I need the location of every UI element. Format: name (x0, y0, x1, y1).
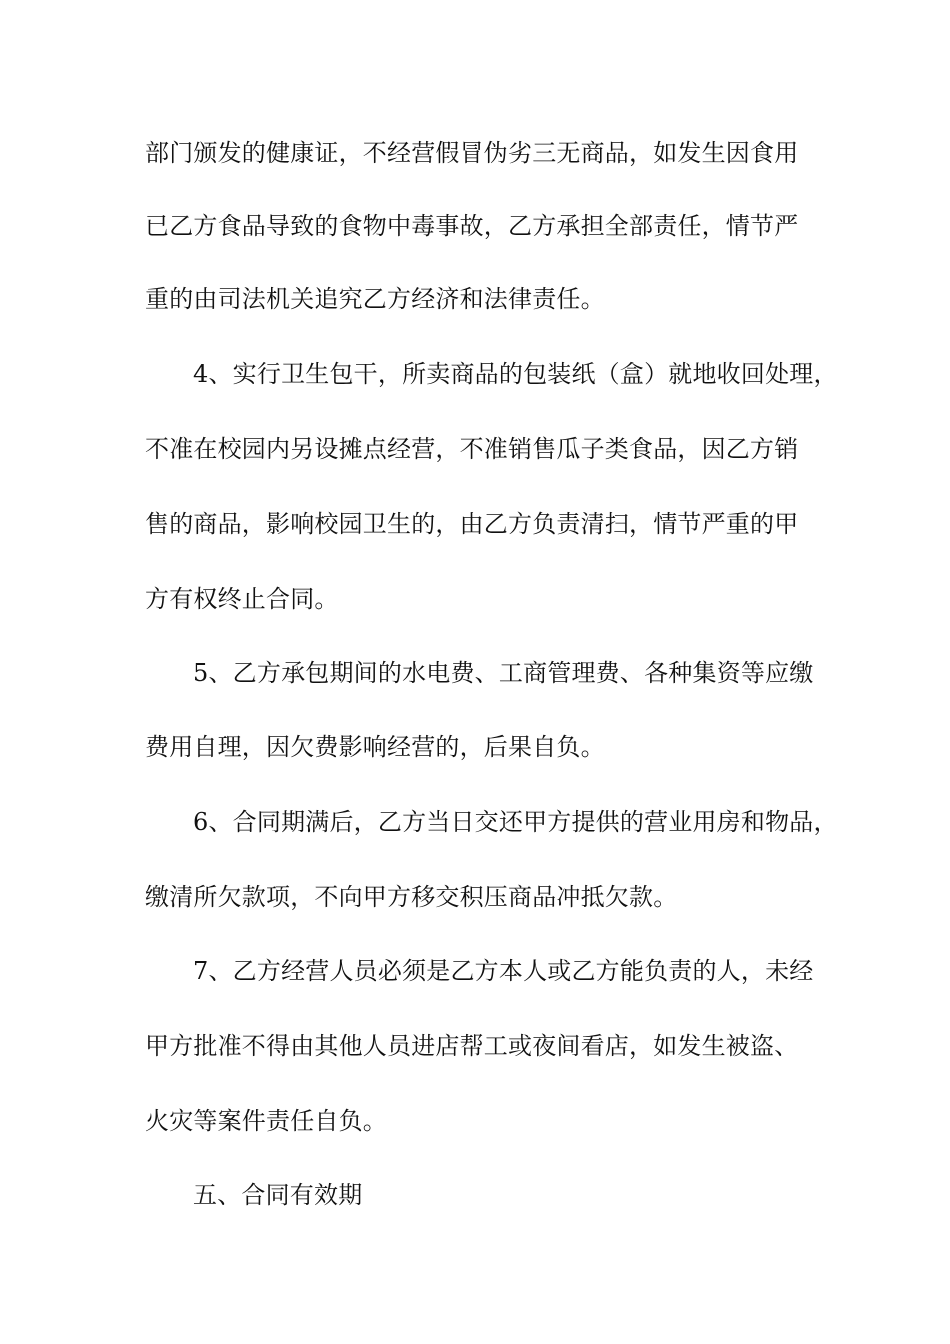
paragraph-item-6: 6、合同期满后，乙方当日交还甲方提供的营业用房和物品， (193, 808, 838, 836)
text-line: 火灾等案件责任自负。 (145, 1107, 387, 1135)
text-line: 甲方批准不得由其他人员进店帮工或夜间看店，如发生被盗、 (145, 1032, 799, 1060)
paragraph-item-7: 7、乙方经营人员必须是乙方本人或乙方能负责的人，未经 (193, 957, 814, 985)
text-line: 方有权终止合同。 (145, 585, 339, 613)
paragraph-item-4: 4、实行卫生包干，所卖商品的包装纸（盒）就地收回处理， (193, 360, 838, 388)
section-heading: 五、合同有效期 (193, 1181, 363, 1209)
text-line: 费用自理，因欠费影响经营的，后果自负。 (145, 733, 605, 761)
text-line: 售的商品，影响校园卫生的，由乙方负责清扫，情节严重的甲 (145, 510, 799, 538)
text-line: 部门颁发的健康证，不经营假冒伪劣三无商品，如发生因食用 (145, 139, 799, 167)
text-line: 缴清所欠款项，不向甲方移交积压商品冲抵欠款。 (145, 883, 678, 911)
text-line: 已乙方食品导致的食物中毒事故，乙方承担全部责任，情节严 (145, 212, 799, 240)
text-line: 不准在校园内另设摊点经营，不准销售瓜子类食品，因乙方销 (145, 435, 799, 463)
paragraph-item-5: 5、乙方承包期间的水电费、工商管理费、各种集资等应缴 (193, 659, 814, 687)
text-line: 重的由司法机关追究乙方经济和法律责任。 (145, 285, 605, 313)
